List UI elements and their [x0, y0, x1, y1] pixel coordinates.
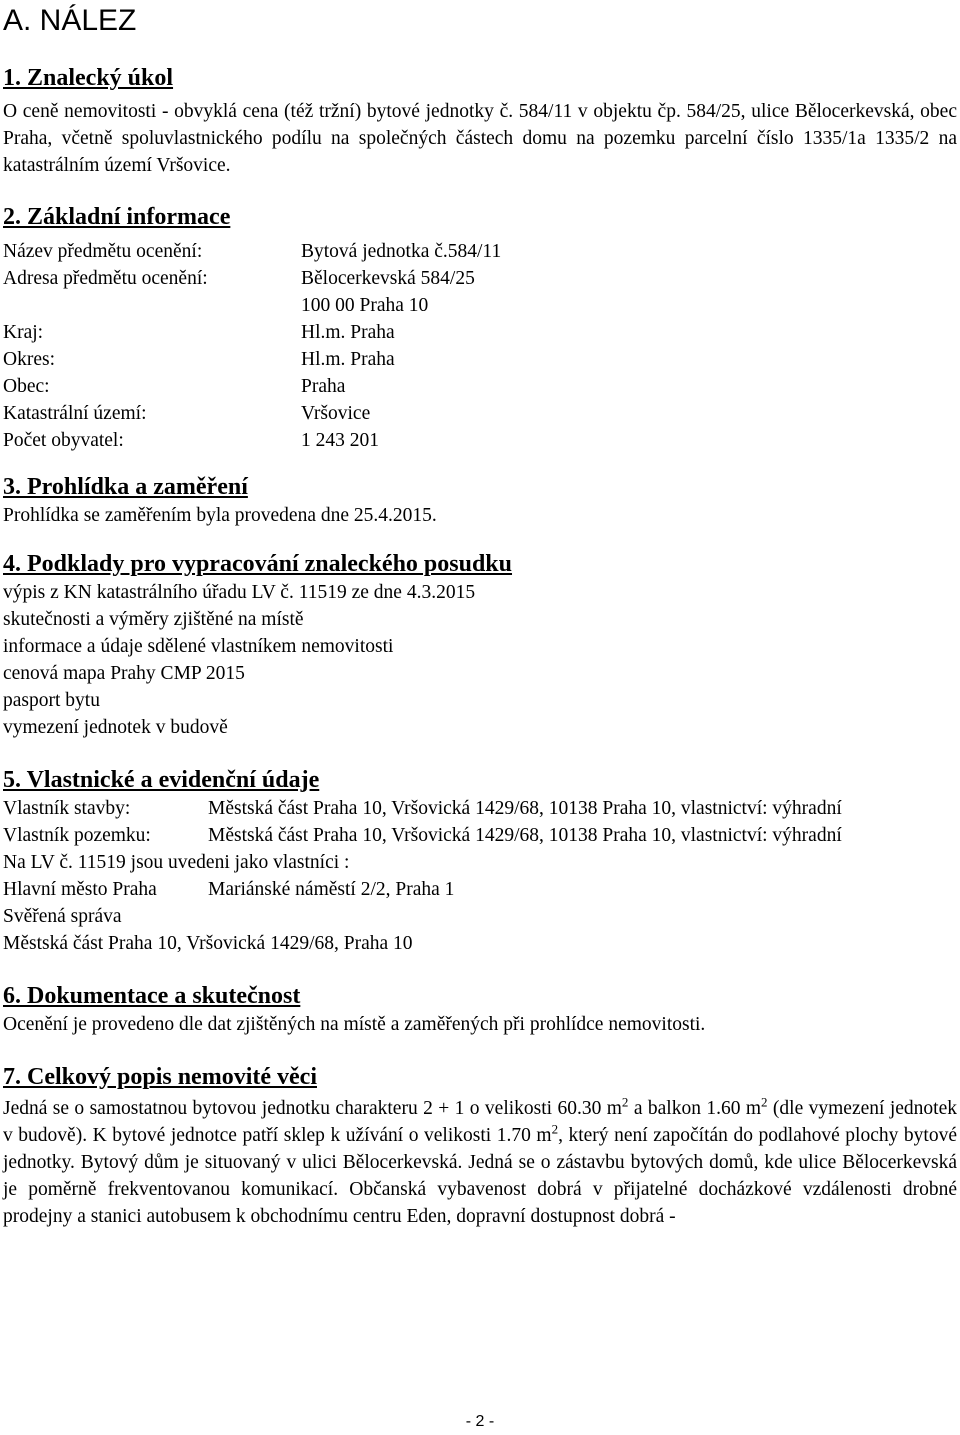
list-item: vymezení jednotek v budově [3, 717, 228, 738]
section-3-text: Prohlídka se zaměřením byla provedena dne 25.4.2015. [3, 505, 437, 526]
section-1-heading: 1. Znalecký úkol [3, 65, 174, 91]
list-item: pasport bytu [3, 690, 100, 711]
desc-part: , který není započítán do podlahové plochy bytové jednotky. Bytový dům je situovaný v ulici Bělocerkevská. Jedná se o zástavbu bytových domů, kde ulice Bělocerkevská je poměrně frekventovanou komunikací. Občanská vybavenost dobrá v přijatelné docházkové vzdálenosti drobné prodejny a stanici autobusem k obchodnímu centru Eden, dopravní dostupnost dobrá - [3, 1125, 957, 1227]
document-title: A. NÁLEZ [3, 4, 137, 37]
info-value: 1 243 201 [301, 430, 379, 451]
superscript: 2 [761, 1094, 768, 1110]
info-value: Vršovice [301, 403, 371, 424]
info-value: 100 00 Praha 10 [301, 295, 429, 316]
page-number: - 2 - [465, 1413, 495, 1430]
lv-line: Na LV č. 11519 jsou uvedeni jako vlastníci : [3, 852, 350, 873]
info-value: Bytová jednotka č.584/11 [301, 241, 502, 262]
info-value: Praha [301, 376, 346, 397]
desc-part: Jedná se o samostatnou bytovou jednotku charakteru 2 + 1 o velikosti 60.30 m [3, 1098, 622, 1119]
owner-building-label: Vlastník stavby: [3, 798, 131, 819]
desc-part: (dle vymezení jednotek v budově). K bytové jednotce patří sklep k užívání o velikosti 1.70 m [3, 1098, 957, 1146]
owner-city-value: Mariánské náměstí 2/2, Praha 1 [208, 879, 455, 900]
info-row [3, 373, 957, 400]
info-label [3, 292, 301, 319]
info-value: Hl.m. Praha [301, 322, 395, 343]
info-label: Název předmětu ocenění: [3, 241, 203, 262]
section-7-text [3, 1095, 957, 1230]
section-4-heading: 4. Podklady pro vypracování znaleckého posudku [3, 551, 513, 577]
list-item: skutečnosti a výměry zjištěné na místě [3, 609, 304, 630]
section-7-heading: 7. Celkový popis nemovité věci [3, 1064, 317, 1090]
section-5-heading: 5. Vlastnické a evidenční údaje [3, 767, 320, 793]
owner-land-value: Městská část Praha 10, Vršovická 1429/68, 10138 Praha 10, vlastnictví: výhradní [208, 825, 842, 846]
desc-part: a balkon 1.60 m [628, 1098, 762, 1119]
info-row [3, 265, 957, 292]
info-row [3, 346, 957, 373]
basic-info-table [3, 238, 957, 454]
list-item: informace a údaje sdělené vlastníkem nemovitosti [3, 636, 394, 657]
info-label: Katastrální území: [3, 403, 147, 424]
owner-land-label: Vlastník pozemku: [3, 825, 151, 846]
section-3-heading: 3. Prohlídka a zaměření [3, 474, 248, 500]
owner-land-row [3, 822, 957, 849]
info-label: Okres: [3, 349, 55, 370]
owner-building-row [3, 795, 957, 822]
managed-by: Městská část Praha 10, Vršovická 1429/68, Praha 10 [3, 933, 413, 954]
info-row [3, 292, 957, 319]
info-row [3, 400, 957, 427]
owner-city-row [3, 876, 957, 903]
list-item: výpis z KN katastrálního úřadu LV č. 11519 ze dne 4.3.2015 [3, 582, 476, 603]
sources-list [3, 579, 957, 741]
section-6-heading: 6. Dokumentace a skutečnost [3, 983, 301, 1009]
owner-city-label: Hlavní město Praha [3, 879, 157, 900]
superscript: 2 [551, 1121, 559, 1137]
section-2-heading: 2. Základní informace [3, 204, 231, 230]
info-row [3, 319, 957, 346]
info-label: Kraj: [3, 322, 44, 343]
info-label: Adresa předmětu ocenění: [3, 268, 208, 289]
info-label: Obec: [3, 376, 50, 397]
section-6-text: Ocenění je provedeno dle dat zjištěných na místě a zaměřených při prohlídce nemovitosti. [3, 1014, 706, 1035]
info-value: Bělocerkevská 584/25 [301, 268, 475, 289]
superscript: 2 [621, 1094, 629, 1110]
managed-label: Svěřená správa [3, 906, 122, 927]
info-row [3, 238, 957, 265]
document-page [3, 0, 957, 1230]
owner-building-value: Městská část Praha 10, Vršovická 1429/68, 10138 Praha 10, vlastnictví: výhradní [208, 798, 842, 819]
list-item: cenová mapa Prahy CMP 2015 [3, 663, 245, 684]
info-value: Hl.m. Praha [301, 349, 395, 370]
info-label: Počet obyvatel: [3, 430, 124, 451]
section-1-text: O ceně nemovitosti - obvyklá cena (též tržní) bytové jednotky č. 584/11 v objektu čp. 584/25, ulice Bělocerkevská, obec Praha, včetně spoluvlastnického podílu na společných částech domu na pozemku parcelní číslo 1335/1a 1335/2 na katastrálním území Vršovice. [3, 101, 957, 176]
info-row [3, 427, 957, 454]
